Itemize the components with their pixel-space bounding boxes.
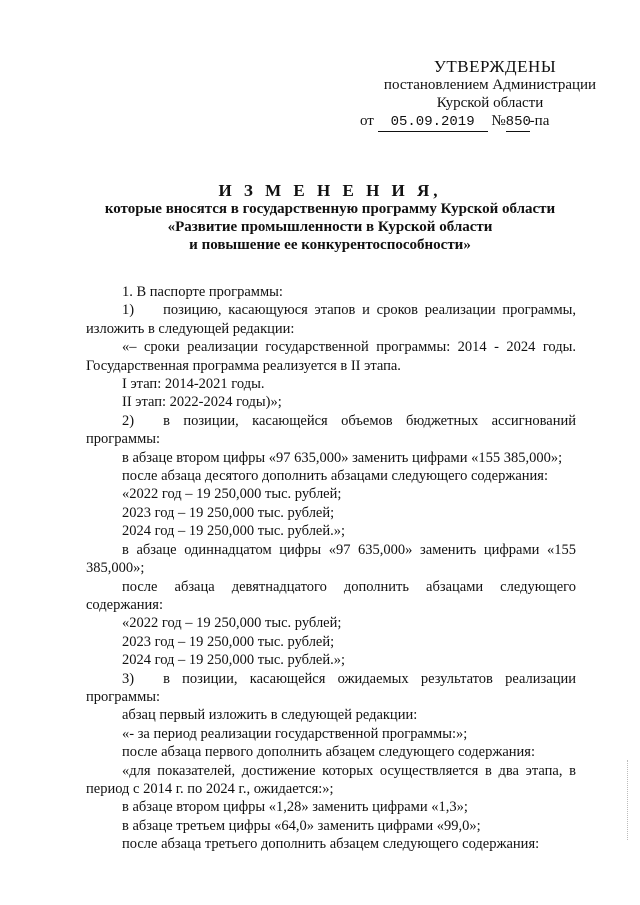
approval-date: 05.09.2019 xyxy=(378,113,488,132)
approval-number: 850 xyxy=(505,114,531,130)
approval-ot: от xyxy=(360,113,374,129)
paragraph: 2) в позиции, касающейся объемов бюджетных ассигнований программы: xyxy=(86,412,576,448)
document-body xyxy=(86,283,576,854)
paragraph: «2022 год – 19 250,000 тыс. рублей; xyxy=(122,615,342,632)
paragraph: в абзаце втором цифры «97 635,000» заменить цифрами «155 385,000»; xyxy=(122,449,563,466)
paragraph: 2023 год – 19 250,000 тыс. рублей; xyxy=(122,504,335,521)
paragraph: в абзаце третьем цифры «64,0» заменить цифрами «99,0»; xyxy=(122,817,481,834)
approval-date-line xyxy=(360,112,620,132)
paragraph: «2022 год – 19 250,000 тыс. рублей; xyxy=(122,486,342,503)
paragraph: в абзаце втором цифры «1,28» заменить цифрами «1,3»; xyxy=(122,799,468,816)
heading-line-1: которые вносятся в государственную программу Курской области xyxy=(104,201,556,217)
approval-num-suffix: -па xyxy=(529,113,550,129)
paragraph: в абзаце одиннадцатом цифры «97 635,000» заменить цифрами «155 385,000»; xyxy=(86,541,576,577)
paragraph: II этап: 2022-2024 годы)»; xyxy=(122,394,282,411)
document-heading xyxy=(80,182,580,254)
paragraph: «- за период реализации государственной программы:»; xyxy=(122,725,468,742)
approval-stamp xyxy=(360,58,620,132)
approval-line-2: Курской области xyxy=(436,95,544,111)
paragraph: после абзаца первого дополнить абзацем следующего содержания: xyxy=(122,744,535,761)
paragraph: «для показателей, достижение которых осуществляется в два этапа, в период с 2014 г. по 2024 г., ожидается:»; xyxy=(86,762,576,797)
paragraph: 2023 год – 19 250,000 тыс. рублей; xyxy=(122,633,335,650)
paragraph: I этап: 2014-2021 годы. xyxy=(122,376,265,393)
approval-line-1: постановлением Администрации xyxy=(383,77,597,93)
paragraph: после абзаца десятого дополнить абзацами следующего содержания: xyxy=(122,468,548,485)
paragraph: абзац первый изложить в следующей редакции: xyxy=(122,707,418,724)
paragraph: после абзаца третьего дополнить абзацем следующего содержания: xyxy=(122,836,540,853)
scan-edge-mark xyxy=(627,760,630,840)
paragraph: 1. В паспорте программы: xyxy=(122,284,283,300)
heading-line-2: «Развитие промышленности в Курской области xyxy=(167,219,493,235)
approval-title: УТВЕРЖДЕНЫ xyxy=(433,57,557,76)
heading-title: И З М Е Н Е Н И Я, xyxy=(218,181,442,200)
approval-num-prefix: № xyxy=(491,113,506,129)
paragraph: 2024 год – 19 250,000 тыс. рублей.»; xyxy=(122,652,346,669)
paragraph: после абзаца девятнадцатого дополнить абзацами следующего содержания: xyxy=(86,578,576,613)
paragraph: «– сроки реализации государственной программы: 2014 - 2024 годы. Государственная программа реализуется в II этапа. xyxy=(86,339,576,374)
paragraph: 3) в позиции, касающейся ожидаемых результатов реализации программы: xyxy=(86,670,576,705)
heading-line-3: и повышение ее конкурентоспособности» xyxy=(189,237,471,253)
paragraph: 2024 год – 19 250,000 тыс. рублей.»; xyxy=(122,523,346,540)
paragraph: 1) позицию, касающуюся этапов и сроков реализации программы, изложить в следующей редакции: xyxy=(86,302,576,337)
